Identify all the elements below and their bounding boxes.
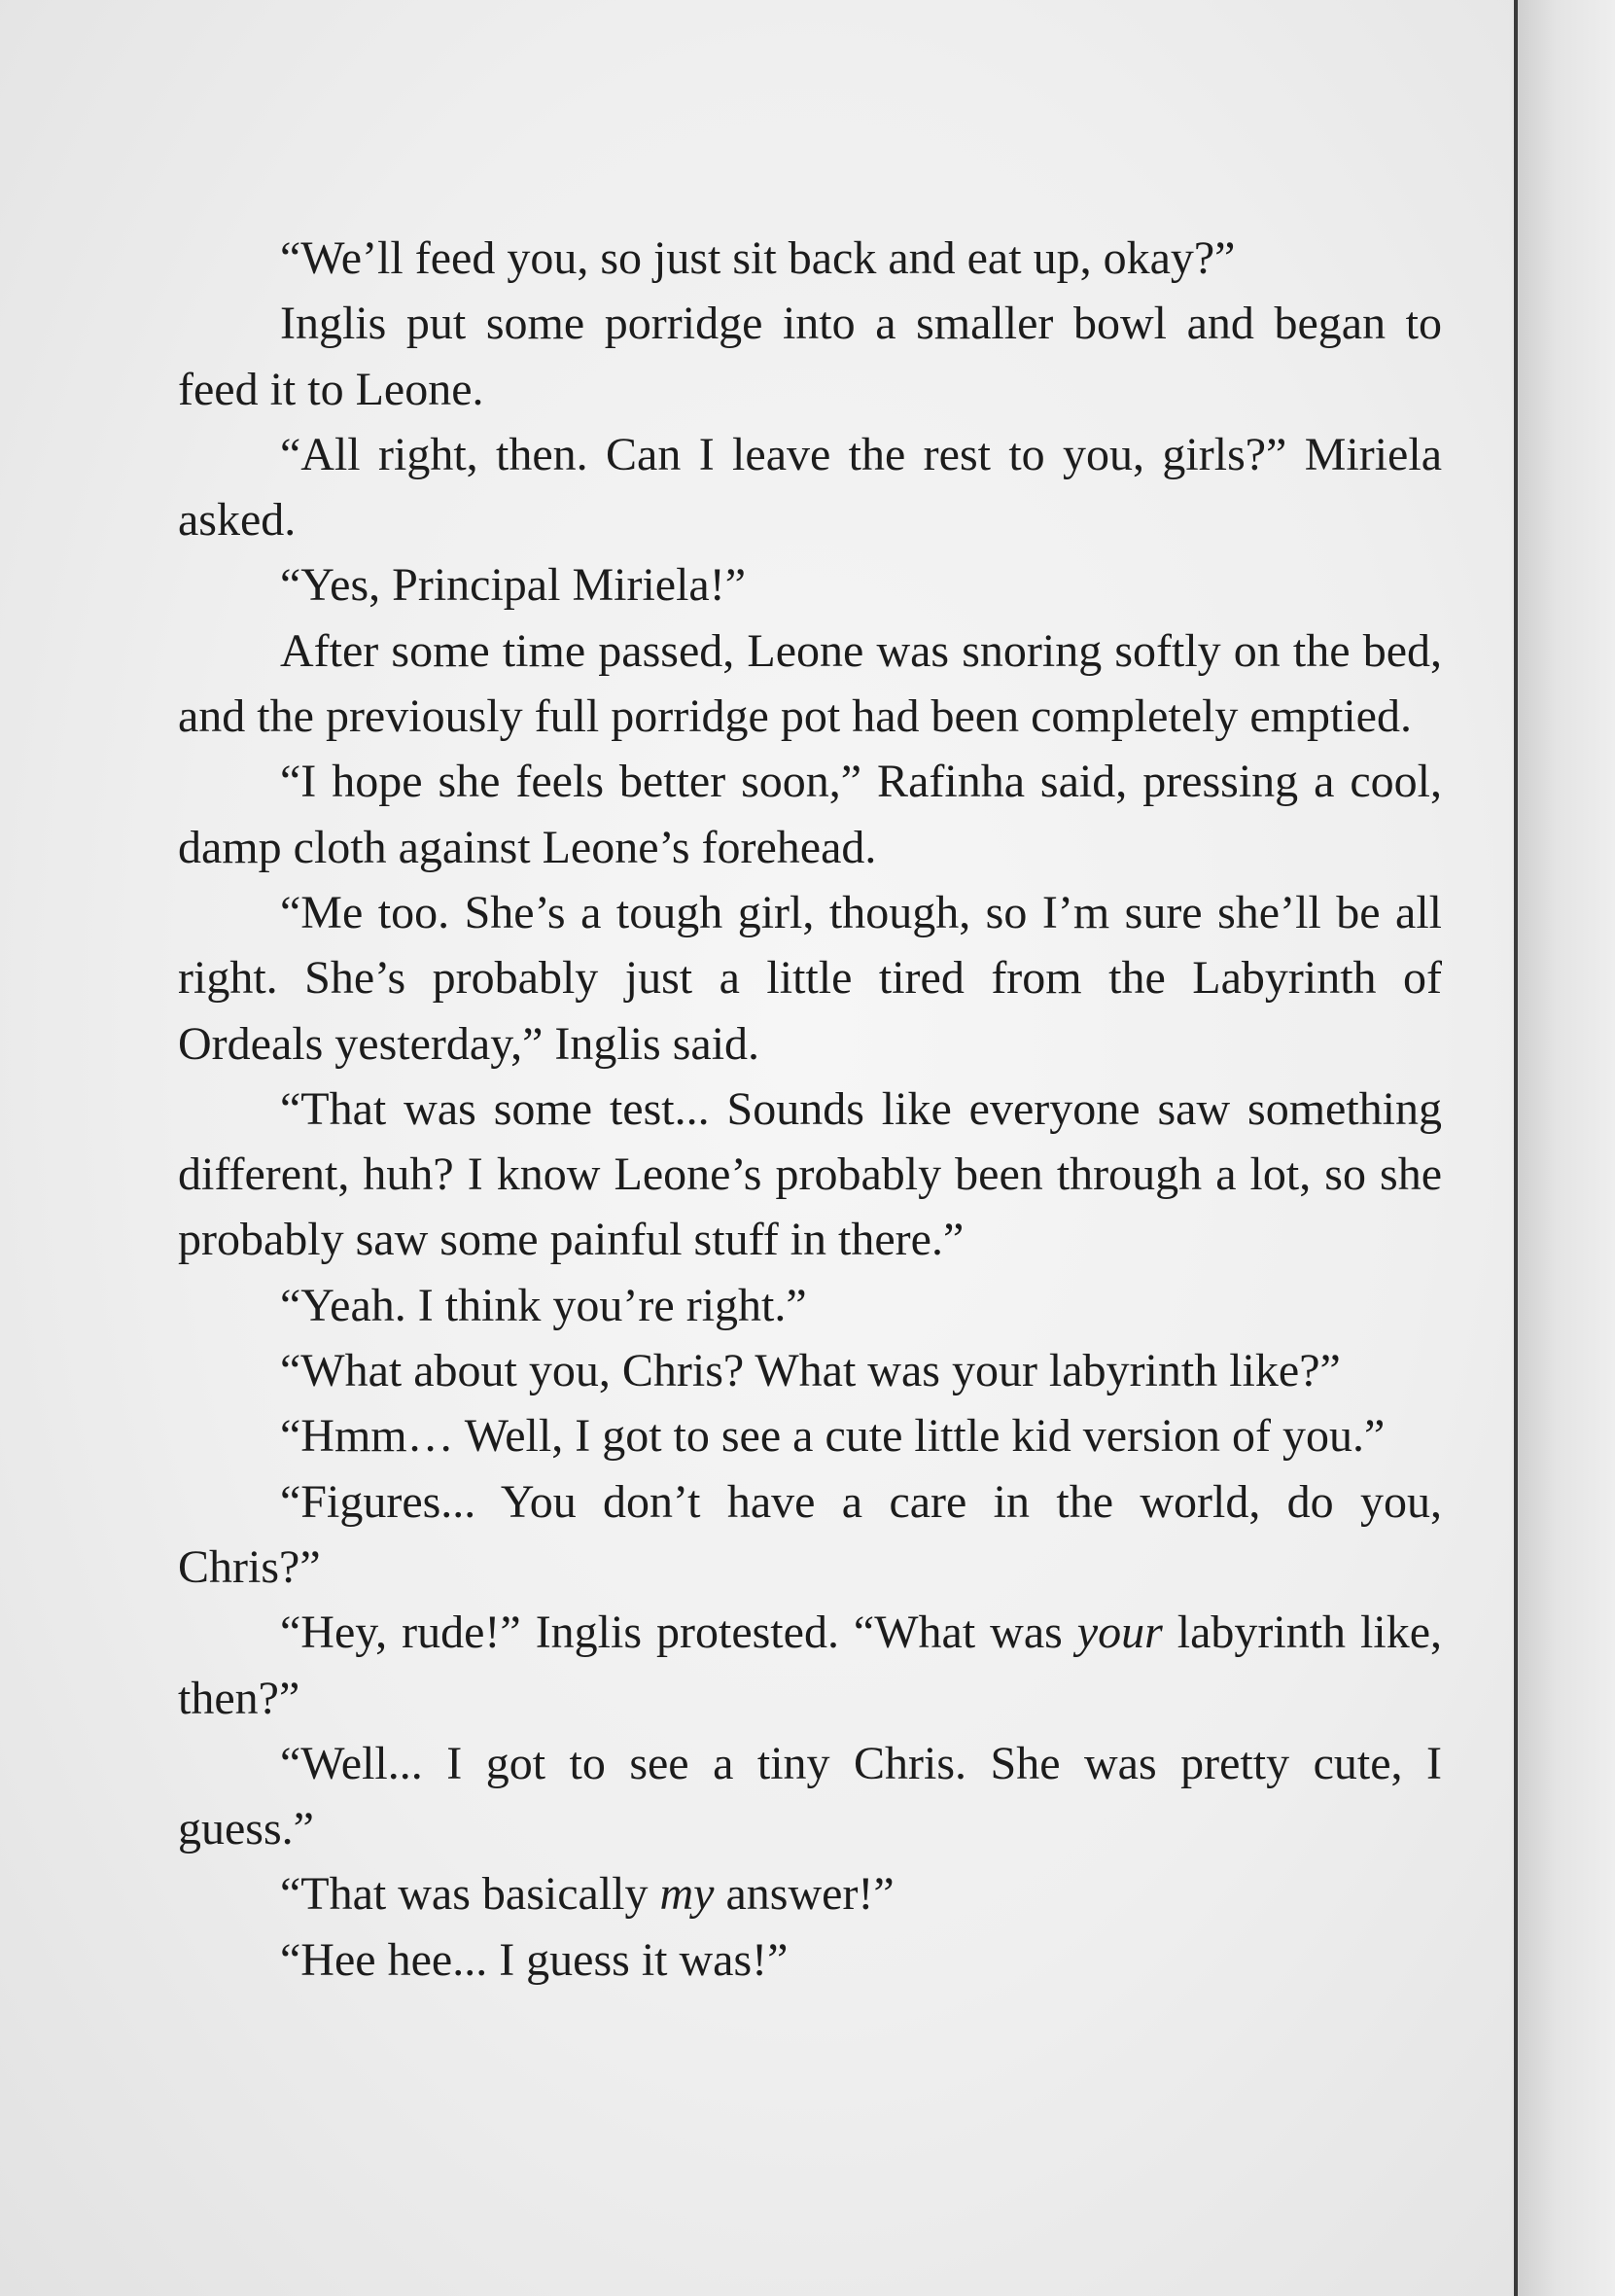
page-margin-strip [1518,0,1615,2296]
paragraph-10: “What about you, Chris? What was your labyrinth like?” [280,1345,1341,1397]
paragraph-14: “Well... I got to see a tiny Chris. She was pretty cute, I guess.” [178,1737,1442,1855]
paragraph-15: “That was basically my answer!” [280,1868,895,1921]
paragraph-9: “Yeah. I think you’re right.” [280,1279,807,1331]
paragraph-13: “Hey, rude!” Inglis protested. “What was your labyrinth like, then?” [178,1607,1442,1724]
italic-emphasis: my [659,1868,715,1921]
paragraph-2: Inglis put some porridge into a smaller bowl and began to feed it to Leone. [178,298,1442,415]
paragraph-16: “Hee hee... I guess it was!” [280,1933,789,1986]
paragraph-6: “I hope she feels better soon,” Rafinha said, pressing a cool, damp cloth against Leone’s forehead. [178,756,1442,873]
italic-emphasis: your [1076,1607,1163,1659]
paragraph-7: “Me too. She’s a tough girl, though, so I’m sure she’ll be all right. She’s probably just a little tired from the Labyrinth of Ordeals yesterday,” Inglis said. [178,886,1442,1070]
paragraph-12: “Figures... You don’t have a care in the world, do you, Chris?” [178,1475,1442,1593]
paragraph-5: After some time passed, Leone was snoring softly on the bed, and the previously full porridge pot had been completely emptied. [178,624,1442,743]
paragraph-8: “That was some test... Sounds like everyone saw something different, huh? I know Leone’s probably been through a lot, so she probably saw some painful stuff in there.” [178,1082,1442,1266]
story-text [178,226,1442,1993]
paragraph-11: “Hmm… Well, I got to see a cute little kid version of you.” [280,1410,1386,1463]
paragraph-4: “Yes, Principal Miriela!” [280,559,747,612]
paragraph-3: “All right, then. Can I leave the rest to you, girls?” Miriela asked. [178,428,1442,547]
paragraph-1: “We’ll feed you, so just sit back and eat up, okay?” [280,232,1236,284]
